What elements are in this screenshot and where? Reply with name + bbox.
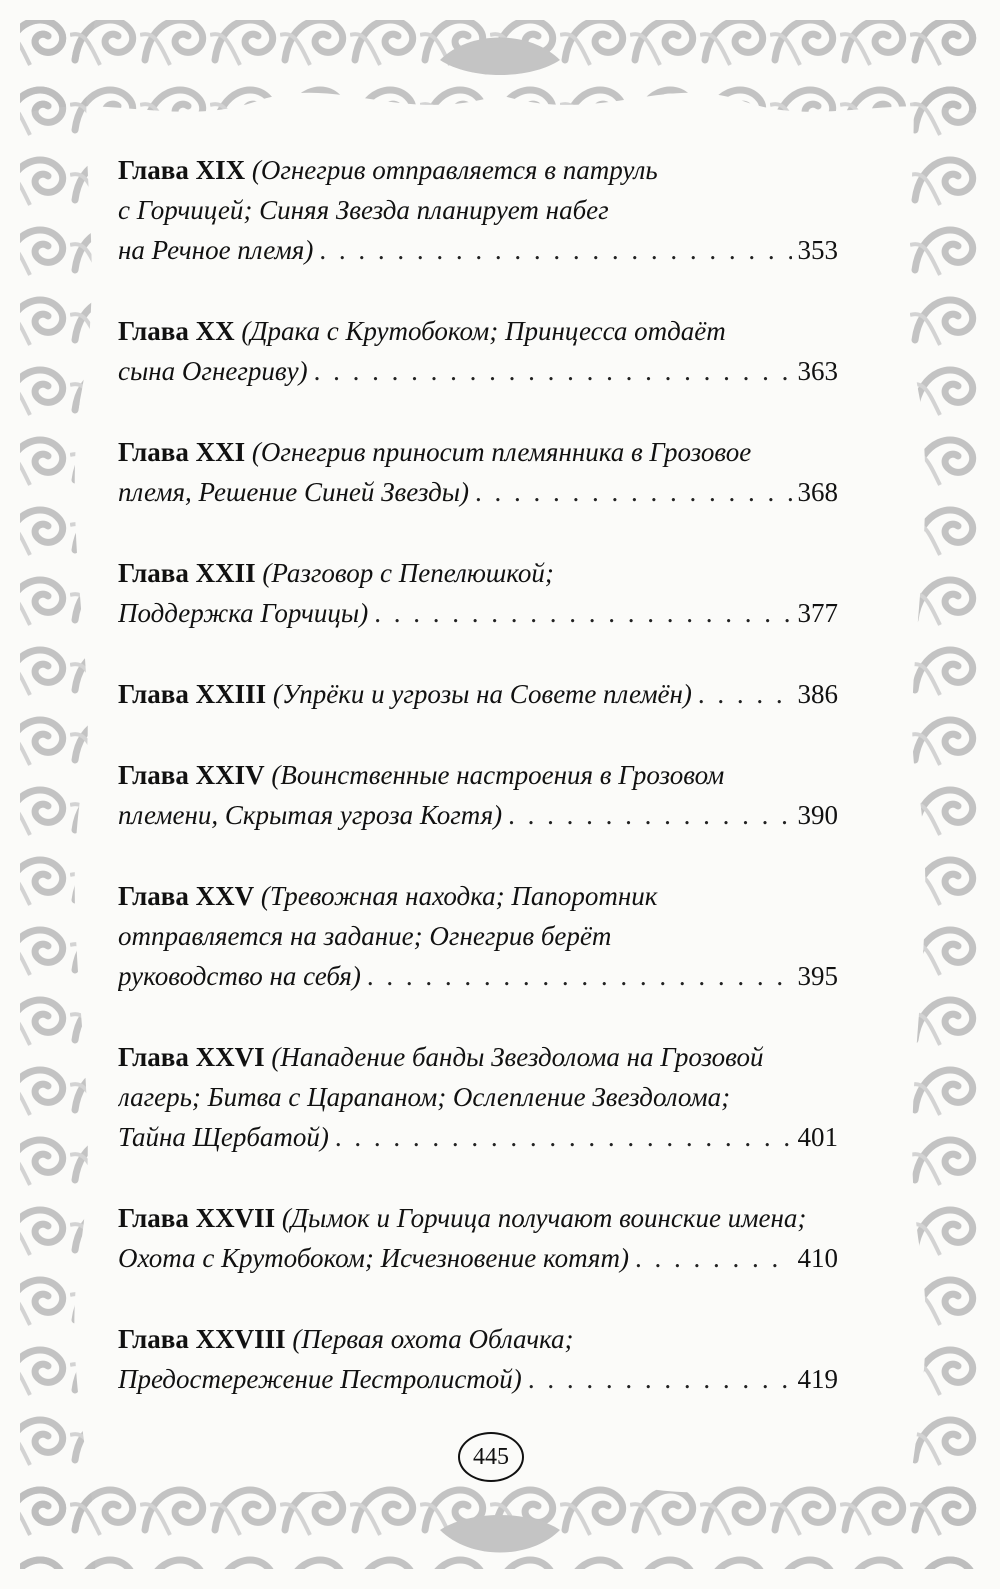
toc-line	[118, 795, 838, 835]
toc-line	[118, 1117, 838, 1157]
chapter-description: племени, Скрытая угроза Когтя)	[118, 800, 503, 830]
chapter-description: (Воинственные настроения в Грозовом	[271, 760, 725, 790]
chapter-title: Глава XXV	[118, 881, 255, 911]
page-reference: 410	[797, 1243, 838, 1273]
toc-entry	[118, 311, 838, 391]
chapter-description: племя, Решение Синей Звезды)	[118, 477, 469, 507]
chapter-title: Глава XXVI	[118, 1042, 265, 1072]
toc-line	[118, 351, 838, 391]
chapter-title: Глава XXIII	[118, 679, 267, 709]
toc-entry	[118, 876, 838, 996]
leader-dots	[314, 351, 792, 391]
toc-entry	[118, 1037, 838, 1157]
chapter-title: Глава XXI	[118, 437, 246, 467]
toc-entry	[118, 553, 838, 633]
chapter-description: Тайна Щербатой)	[118, 1122, 329, 1152]
toc-entry	[118, 1319, 838, 1399]
toc-line	[118, 956, 838, 996]
page-reference: 386	[797, 679, 838, 709]
chapter-description: сына Огнегриву)	[118, 356, 308, 386]
page-number: 445	[458, 1432, 524, 1482]
leader-dots	[698, 674, 792, 714]
page-reference: 419	[797, 1364, 838, 1394]
toc-line	[118, 1077, 838, 1117]
table-of-contents	[118, 150, 838, 1440]
toc-line	[118, 1037, 838, 1077]
chapter-title: Глава XIX	[118, 155, 246, 185]
toc-line	[118, 1198, 838, 1238]
page-reference: 395	[797, 961, 838, 991]
toc-line	[118, 1238, 838, 1278]
toc-line	[118, 1359, 838, 1399]
page-reference: 401	[797, 1122, 838, 1152]
chapter-description: (Дымок и Горчица получают воинские имена;	[281, 1203, 807, 1233]
page-reference: 377	[797, 598, 838, 628]
chapter-title: Глава XXVII	[118, 1203, 276, 1233]
leader-dots	[367, 956, 792, 996]
page-reference: 363	[797, 356, 838, 386]
toc-entry	[118, 432, 838, 512]
chapter-description: (Тревожная находка; Папоротник	[260, 881, 658, 911]
toc-line	[118, 432, 838, 472]
chapter-title: Глава XXII	[118, 558, 256, 588]
leader-dots	[528, 1359, 792, 1399]
leader-dots	[475, 472, 792, 512]
chapter-description: Поддержка Горчицы)	[118, 598, 369, 628]
toc-line	[118, 190, 838, 230]
chapter-title: Глава XX	[118, 316, 235, 346]
toc-entry	[118, 150, 838, 270]
chapter-description: (Первая охота Облачка;	[292, 1324, 574, 1354]
toc-line	[118, 230, 838, 270]
toc-line	[118, 1319, 838, 1359]
toc-line	[118, 916, 838, 956]
toc-entry	[118, 674, 838, 714]
chapter-description: (Огнегрив приносит племянника в Грозовое	[251, 437, 752, 467]
toc-entry	[118, 755, 838, 835]
toc-line	[118, 593, 838, 633]
chapter-description: (Упрёки и угрозы на Совете племён)	[272, 679, 692, 709]
toc-line	[118, 755, 838, 795]
toc-line	[118, 876, 838, 916]
chapter-description: на Речное племя)	[118, 235, 314, 265]
page-reference: 390	[797, 800, 838, 830]
chapter-description: (Огнегрив отправляется в патруль	[251, 155, 658, 185]
leader-dots	[635, 1238, 792, 1278]
chapter-title: Глава XXVIII	[118, 1324, 286, 1354]
toc-entry	[118, 1198, 838, 1278]
chapter-description: отправляется на задание; Огнегрив берёт	[118, 921, 612, 951]
toc-line	[118, 311, 838, 351]
toc-line	[118, 472, 838, 512]
chapter-description: Предостережение Пестролистой)	[118, 1364, 522, 1394]
chapter-description: (Разговор с Пепелюшкой;	[262, 558, 554, 588]
chapter-description: с Горчицей; Синяя Звезда планирует набег	[118, 195, 609, 225]
toc-line	[118, 553, 838, 593]
leader-dots	[374, 593, 791, 633]
leader-dots	[319, 230, 791, 270]
chapter-description: лагерь; Битва с Царапаном; Ослепление Звездолома;	[118, 1082, 731, 1112]
page-reference: 353	[797, 235, 838, 265]
chapter-description: (Нападение банды Звездолома на Грозовой	[271, 1042, 764, 1072]
chapter-description: руководство на себя)	[118, 961, 361, 991]
chapter-description: (Драка с Крутобоком; Принцесса отдаёт	[241, 316, 726, 346]
page-reference: 368	[797, 477, 838, 507]
chapter-title: Глава XXIV	[118, 760, 265, 790]
leader-dots	[335, 1117, 792, 1157]
toc-line	[118, 674, 838, 714]
leader-dots	[508, 795, 791, 835]
toc-line	[118, 150, 838, 190]
chapter-description: Охота с Крутобоком; Исчезновение котят)	[118, 1243, 629, 1273]
